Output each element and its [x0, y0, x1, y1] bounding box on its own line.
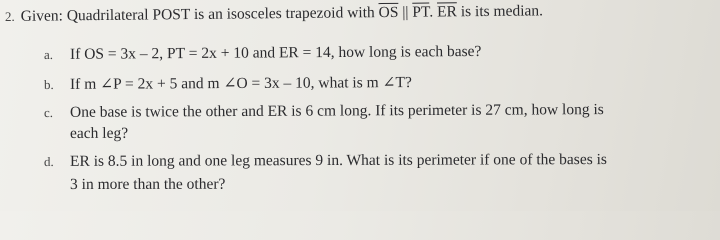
segment-pt: $\overline{PT}$: [412, 3, 430, 21]
segment-os: $\overline{OS}$: [378, 3, 399, 22]
segment-er: $\overline{ER}$: [436, 3, 457, 21]
item-c-continuation: [70, 125, 128, 143]
item-d-text-line2: 3 in more than the other?: [69, 175, 226, 193]
item-b: [44, 74, 412, 94]
item-b-label: b.: [43, 76, 54, 92]
item-b-text: If m ∠P = 2x + 5 and m ∠O = 3x – 10, what is m ∠T?: [69, 74, 412, 93]
item-d-continuation: [70, 176, 225, 194]
item-d-text-line1: ER is 8.5 in long and one leg measures 9 in. What is its perimeter if one of the bases is: [69, 151, 607, 170]
problem-statement: [5, 2, 543, 26]
item-c-label: c.: [43, 104, 54, 120]
item-c-text-line1: One base is twice the other and ER is 6 cm long. If its perimeter is 27 cm, how long is: [69, 101, 604, 121]
item-c-text-line2: each leg?: [69, 124, 129, 142]
item-d: [44, 151, 607, 171]
given-prefix: Given: Quadrilateral POST is an isosceles trapezoid with: [20, 4, 379, 25]
item-a-label: a.: [43, 46, 54, 62]
item-c: [44, 101, 604, 122]
given-suffix: is its median.: [456, 2, 544, 21]
separator-dot: .: [429, 3, 438, 21]
item-d-label: d.: [43, 153, 54, 169]
problem-number: 2.: [4, 8, 15, 24]
item-a-text: If OS = 3x – 2, PT = 2x + 10 and ER = 14, how long is each base?: [69, 42, 482, 63]
item-a: [44, 43, 481, 64]
parallel-symbol: ||: [398, 3, 413, 21]
